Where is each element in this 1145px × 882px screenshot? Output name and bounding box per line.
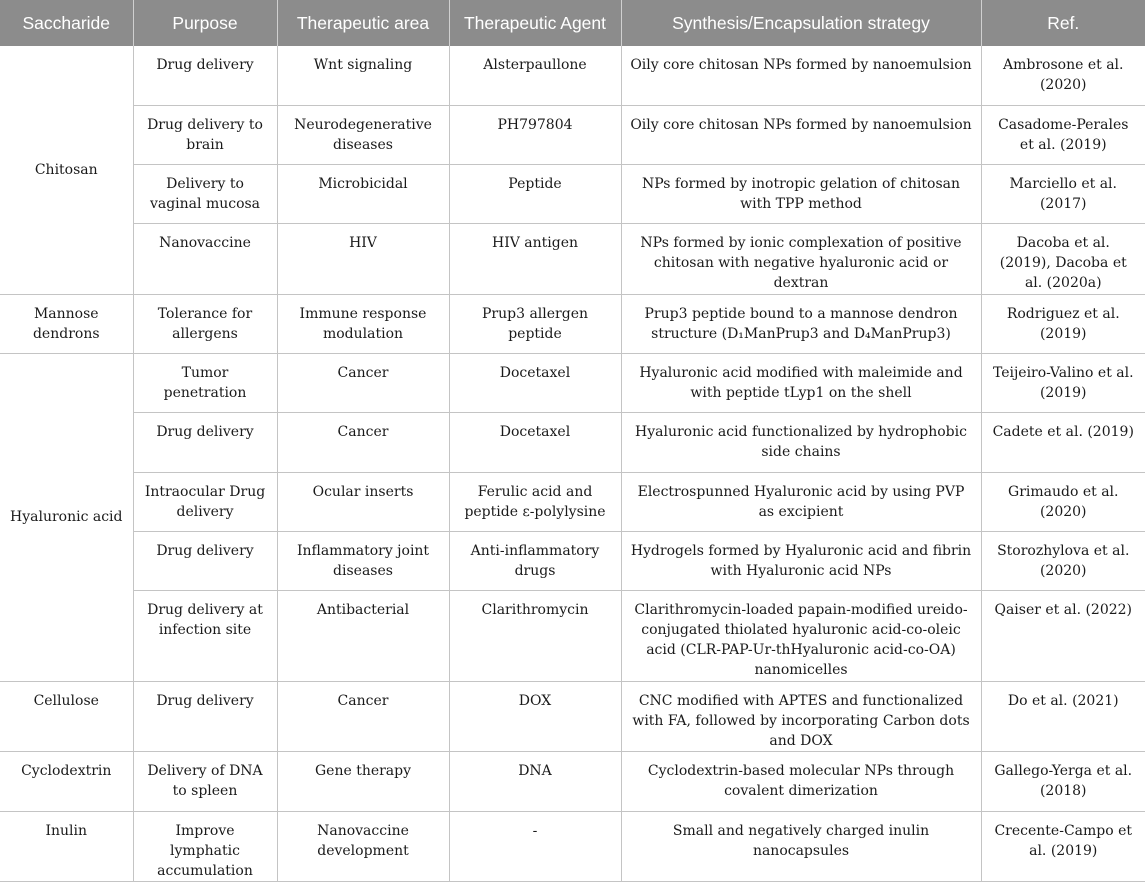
table-row <box>0 472 1145 531</box>
cell-strategy: Oily core chitosan NPs formed by nanoemulsion <box>621 46 981 105</box>
cell-therapeutic-agent: Alsterpaullone <box>449 46 621 105</box>
cell-purpose: Drug delivery <box>133 681 277 751</box>
cell-saccharide: Mannose dendrons <box>0 294 133 353</box>
header-saccharide: Saccharide <box>0 0 133 46</box>
cell-purpose: Drug delivery <box>133 413 277 472</box>
cell-ref: Crecente-Campo et al. (2019) <box>981 811 1145 881</box>
cell-ref: Teijeiro-Valino et al. (2019) <box>981 354 1145 413</box>
cell-purpose: Drug delivery at infection site <box>133 591 277 681</box>
table-row <box>0 105 1145 164</box>
cell-purpose: Intraocular Drug delivery <box>133 472 277 531</box>
cell-purpose: Tumor penetration <box>133 354 277 413</box>
cell-therapeutic-agent: Clarithromycin <box>449 591 621 681</box>
cell-therapeutic-agent: - <box>449 811 621 881</box>
cell-therapeutic-area: Immune response modulation <box>277 294 449 353</box>
cell-therapeutic-agent: Docetaxel <box>449 354 621 413</box>
cell-saccharide: Cellulose <box>0 681 133 751</box>
table-row <box>0 224 1145 294</box>
cell-strategy: Hydrogels formed by Hyaluronic acid and fibrin with Hyaluronic acid NPs <box>621 532 981 591</box>
cell-strategy: NPs formed by ionic complexation of positive chitosan with negative hyaluronic acid or dextran <box>621 224 981 294</box>
cell-ref: Do et al. (2021) <box>981 681 1145 751</box>
cell-purpose: Tolerance for allergens <box>133 294 277 353</box>
cell-strategy: Small and negatively charged inulin nanocapsules <box>621 811 981 881</box>
cell-therapeutic-agent: Docetaxel <box>449 413 621 472</box>
cell-saccharide: Chitosan <box>0 46 133 294</box>
cell-therapeutic-agent: Peptide <box>449 165 621 224</box>
cell-saccharide: Inulin <box>0 811 133 881</box>
header-purpose: Purpose <box>133 0 277 46</box>
cell-strategy: Hyaluronic acid functionalized by hydrophobic side chains <box>621 413 981 472</box>
cell-ref: Storozhylova et al. (2020) <box>981 532 1145 591</box>
cell-therapeutic-area: Antibacterial <box>277 591 449 681</box>
table-row <box>0 413 1145 472</box>
cell-purpose: Drug delivery to brain <box>133 105 277 164</box>
cell-therapeutic-agent: DNA <box>449 752 621 811</box>
cell-saccharide: Cyclodextrin <box>0 752 133 811</box>
header-therapeutic-agent: Therapeutic Agent <box>449 0 621 46</box>
cell-purpose: Delivery of DNA to spleen <box>133 752 277 811</box>
cell-therapeutic-area: Microbicidal <box>277 165 449 224</box>
cell-therapeutic-area: HIV <box>277 224 449 294</box>
table-row <box>0 532 1145 591</box>
cell-purpose: Nanovaccine <box>133 224 277 294</box>
cell-therapeutic-agent: Anti-inflammatory drugs <box>449 532 621 591</box>
cell-therapeutic-area: Gene therapy <box>277 752 449 811</box>
table-header <box>0 0 1145 46</box>
cell-saccharide: Hyaluronic acid <box>0 354 133 682</box>
cell-purpose: Drug delivery <box>133 532 277 591</box>
cell-strategy: Prup3 peptide bound to a mannose dendron structure (D₁ManPrup3 and D₄ManPrup3) <box>621 294 981 353</box>
cell-purpose: Delivery to vaginal mucosa <box>133 165 277 224</box>
cell-ref: Gallego-Yerga et al. (2018) <box>981 752 1145 811</box>
cell-therapeutic-area: Cancer <box>277 681 449 751</box>
cell-therapeutic-area: Cancer <box>277 354 449 413</box>
cell-therapeutic-area: Ocular inserts <box>277 472 449 531</box>
cell-strategy: Oily core chitosan NPs formed by nanoemulsion <box>621 105 981 164</box>
cell-ref: Grimaudo et al. (2020) <box>981 472 1145 531</box>
cell-strategy: NPs formed by inotropic gelation of chitosan with TPP method <box>621 165 981 224</box>
cell-therapeutic-area: Cancer <box>277 413 449 472</box>
cell-ref: Dacoba et al. (2019), Dacoba et al. (2020a) <box>981 224 1145 294</box>
cell-therapeutic-area: Neurodegenerative diseases <box>277 105 449 164</box>
header-ref: Ref. <box>981 0 1145 46</box>
cell-therapeutic-agent: PH797804 <box>449 105 621 164</box>
cell-therapeutic-area: Wnt signaling <box>277 46 449 105</box>
cell-ref: Cadete et al. (2019) <box>981 413 1145 472</box>
cell-strategy: Hyaluronic acid modified with maleimide and with peptide tLyp1 on the shell <box>621 354 981 413</box>
header-therapeutic-area: Therapeutic area <box>277 0 449 46</box>
table-row <box>0 165 1145 224</box>
cell-ref: Marciello et al. (2017) <box>981 165 1145 224</box>
table-row <box>0 294 1145 353</box>
cell-therapeutic-agent: DOX <box>449 681 621 751</box>
table-body <box>0 46 1145 882</box>
table-row <box>0 752 1145 811</box>
cell-therapeutic-area: Nanovaccine development <box>277 811 449 881</box>
table-row <box>0 354 1145 413</box>
cell-ref: Ambrosone et al. (2020) <box>981 46 1145 105</box>
table-row <box>0 46 1145 105</box>
table-row <box>0 811 1145 881</box>
header-synthesis-strategy: Synthesis/Encapsulation strategy <box>621 0 981 46</box>
table-row <box>0 591 1145 681</box>
table-row <box>0 681 1145 751</box>
cell-ref: Rodriguez et al. (2019) <box>981 294 1145 353</box>
cell-strategy: Clarithromycin-loaded papain-modified ureido-conjugated thiolated hyaluronic acid-co-oleic acid (CLR-PAP-Ur-thHyaluronic acid-co-OA) nanomicelles <box>621 591 981 681</box>
cell-purpose: Improve lymphatic accumulation <box>133 811 277 881</box>
cell-therapeutic-agent: Prup3 allergen peptide <box>449 294 621 353</box>
cell-therapeutic-agent: Ferulic acid and peptide ε-polylysine <box>449 472 621 531</box>
cell-therapeutic-area: Inflammatory joint diseases <box>277 532 449 591</box>
cell-therapeutic-agent: HIV antigen <box>449 224 621 294</box>
cell-purpose: Drug delivery <box>133 46 277 105</box>
cell-strategy: Electrospunned Hyaluronic acid by using PVP as excipient <box>621 472 981 531</box>
cell-strategy: CNC modified with APTES and functionalized with FA, followed by incorporating Carbon dots and DOX <box>621 681 981 751</box>
cell-ref: Qaiser et al. (2022) <box>981 591 1145 681</box>
cell-strategy: Cyclodextrin-based molecular NPs through covalent dimerization <box>621 752 981 811</box>
cell-ref: Casadome-Perales et al. (2019) <box>981 105 1145 164</box>
